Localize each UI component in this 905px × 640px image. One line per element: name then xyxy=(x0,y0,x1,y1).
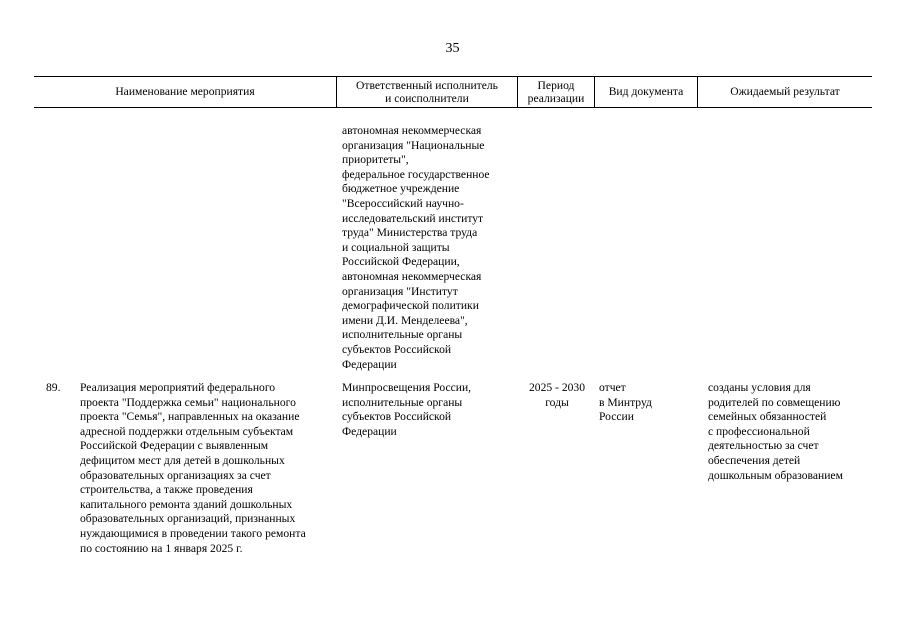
header-doc-type xyxy=(594,77,697,107)
row-89-name: Реализация мероприятий федерального проекта "Поддержка семьи" национального проекта "Семья", направленных на оказание адресной поддержки отдельным субъектам Российской Федерации с выявленным дефицитом мест для детей в дошкольных образовательных организациях за счет строительства, а также проведения капитального ремонта зданий дошкольных образовательных организаций, признанных нуждающимися в проведении такого ремонта по состоянию на 1 января 2025 г. xyxy=(80,381,306,555)
header-result-label: Ожидаемый результат xyxy=(730,85,840,99)
row-89-doc-type: отчет в Минтруд России xyxy=(599,381,652,424)
header-result xyxy=(697,77,872,107)
header-responsible-label: Ответственный исполнитель и соисполнители xyxy=(356,78,498,105)
header-name-label: Наименование мероприятия xyxy=(115,85,255,99)
row-89-result: созданы условия для родителей по совмещению семейных обязанностей с профессиональной деятельностью за счет обеспечения детей дошкольным образованием xyxy=(708,381,843,482)
header-doc-type-label: Вид документа xyxy=(608,85,684,99)
header-period-label: Период реализации xyxy=(527,78,585,105)
row-89-responsible: Минпросвещения России, исполнительные органы субъектов Российской Федерации xyxy=(342,381,472,438)
row-89-number: 89. xyxy=(46,381,61,394)
header-name xyxy=(34,77,336,107)
header-responsible xyxy=(336,77,517,107)
continued-row-responsible: автономная некоммерческая организация "Национальные приоритеты", федеральное государственное бюджетное учреждение "Всероссийский научно- исследовательский институт труда" Министерства труда и социальной защиты Российской Федерации, автономная некоммерческая организация "Институт демографической политики имени Д.И. Менделеева", исполнительные органы субъектов Российской Федерации xyxy=(342,124,490,371)
table-header xyxy=(34,76,872,108)
page-number: 35 xyxy=(445,41,460,56)
row-89-period: 2025 - 2030 годы xyxy=(528,381,586,409)
header-period xyxy=(517,77,594,107)
